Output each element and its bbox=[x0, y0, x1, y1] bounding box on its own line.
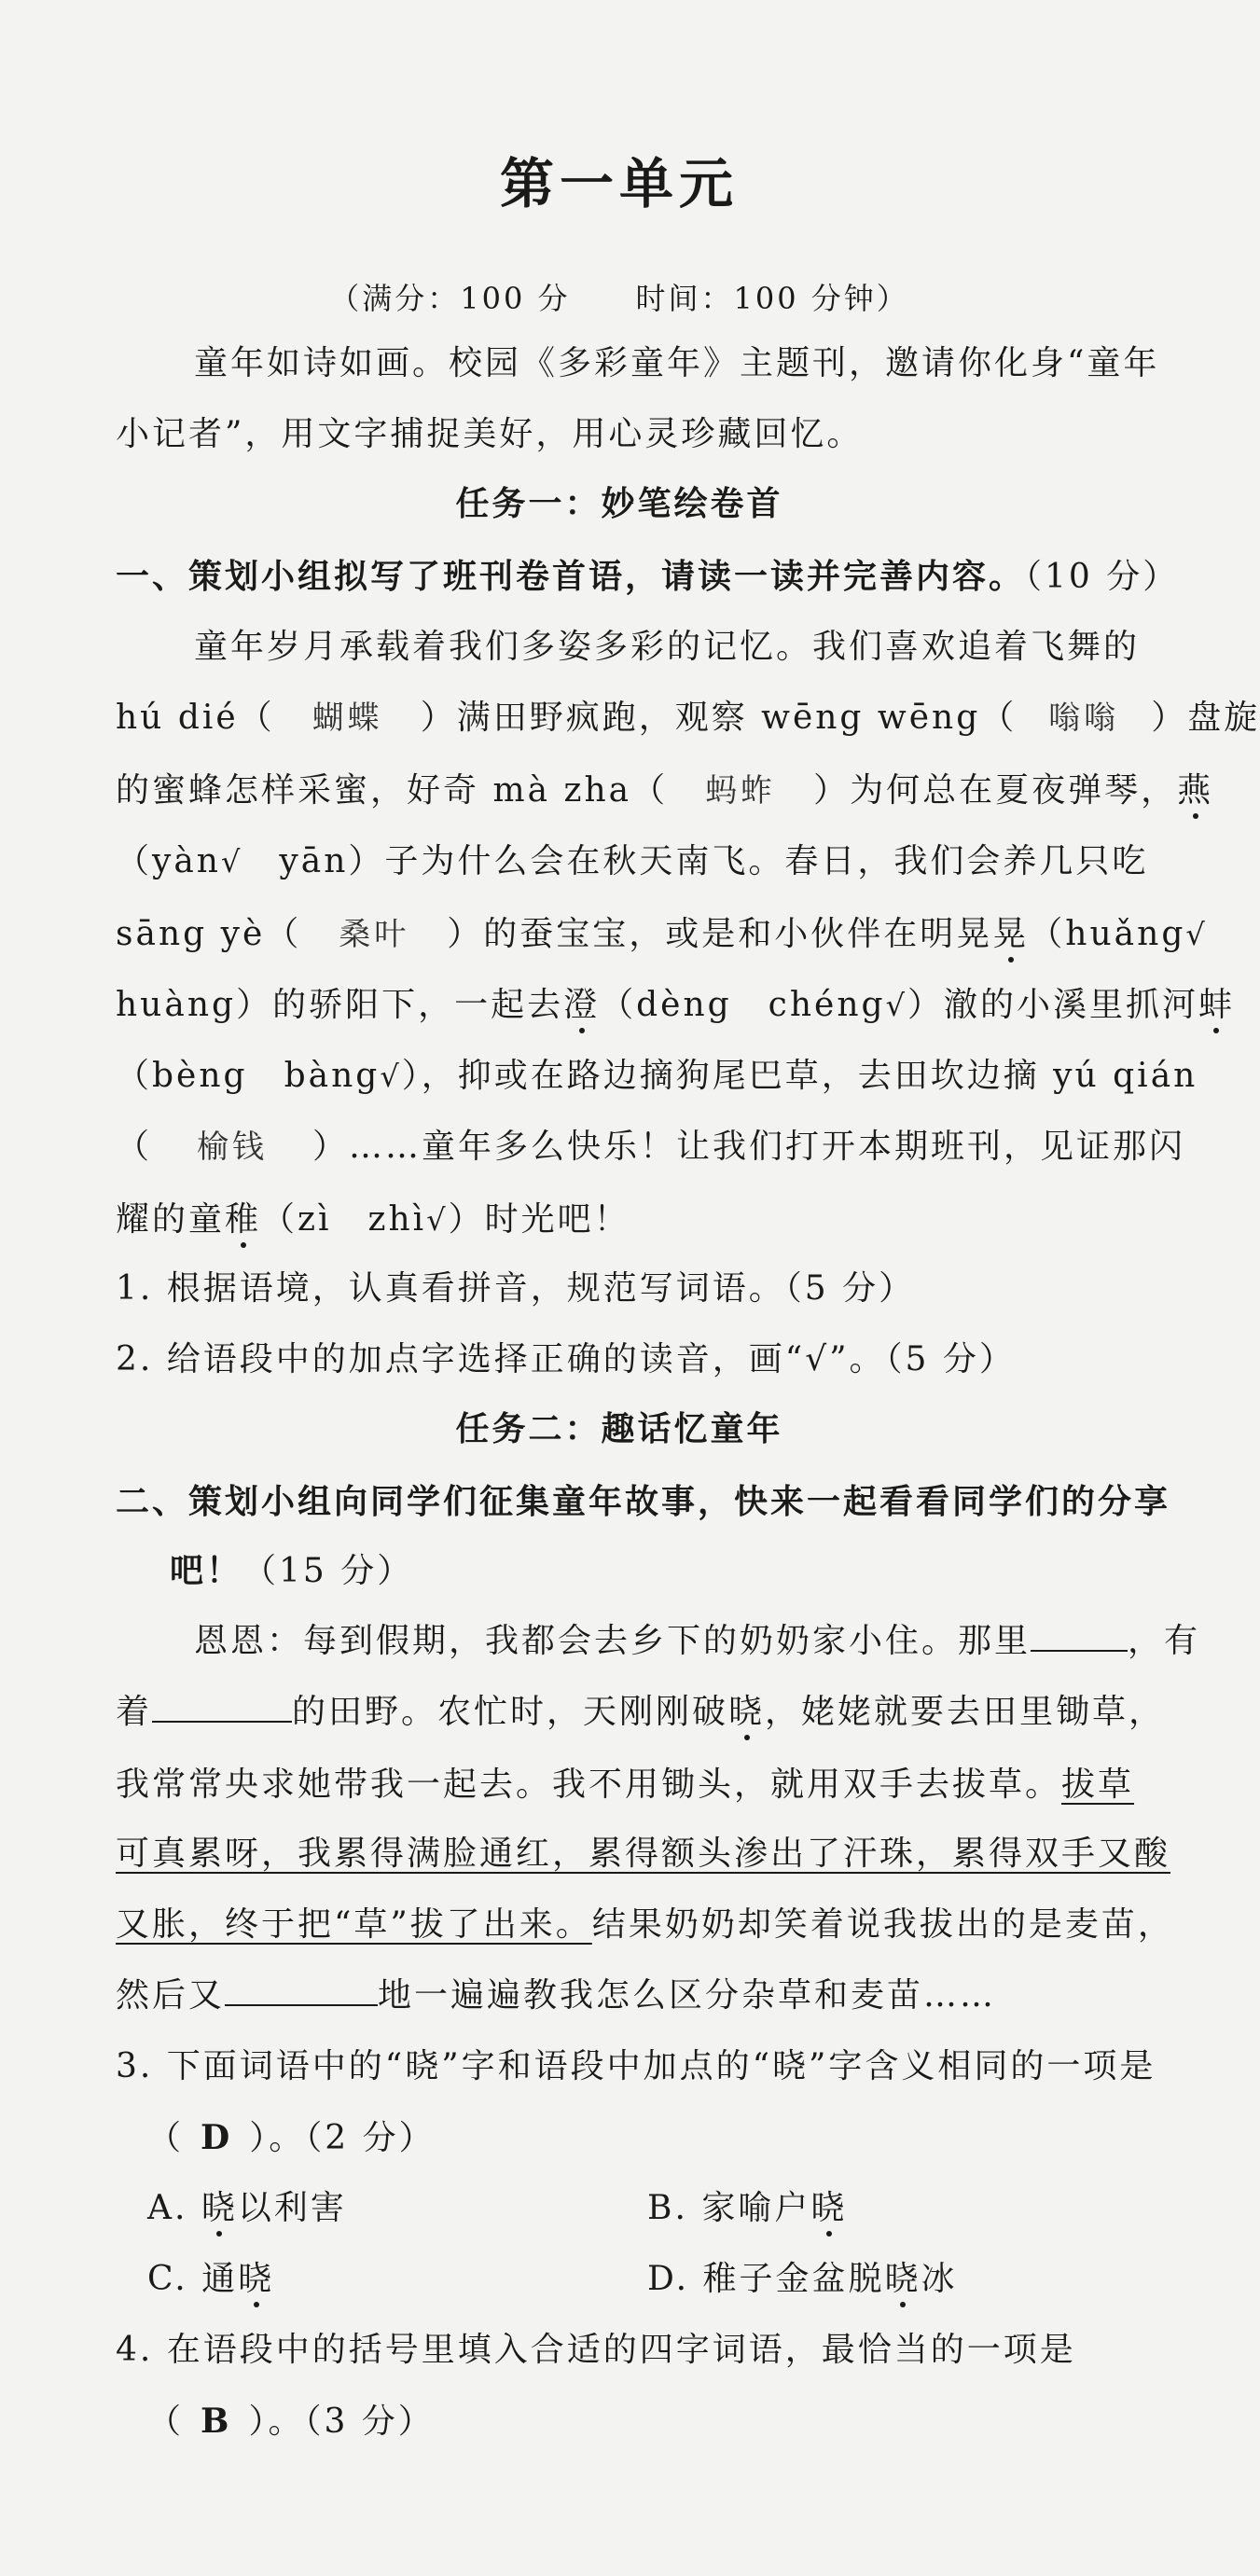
option-b: B. 家喻户晓 bbox=[647, 2189, 848, 2227]
dotted-char: 晃 bbox=[992, 915, 1030, 953]
answer-letter: B bbox=[201, 2402, 232, 2441]
passage1-line-1: 童年岁月承载着我们多姿多彩的记忆。我们喜欢追着飞舞的 bbox=[194, 628, 1141, 666]
dotted-char: 燕 bbox=[1177, 771, 1214, 810]
fill-blank bbox=[152, 1721, 292, 1723]
option-c: C. 通晓 bbox=[147, 2260, 275, 2298]
passage2-line-1: 恩恩：每到假期，我都会去乡下的奶奶家小住。那里 ，有 bbox=[194, 1622, 1201, 1660]
option-a: A. 晓以利害 bbox=[147, 2189, 347, 2227]
passage1-line-9: 耀的童稚（zì zhì√）时光吧！ bbox=[116, 1200, 630, 1239]
question-3-line-1: 3. 下面词语中的“晓”字和语段中加点的“晓”字含义相同的一项是 bbox=[116, 2047, 1156, 2085]
dotted-char: 晓 bbox=[810, 2189, 848, 2227]
question-4-answer-line: （ B ）。（3 分） bbox=[147, 2402, 435, 2441]
page-title: 第一单元 bbox=[499, 152, 739, 215]
question-2-title-line-1: 二、策划小组向同学们征集童年故事，快来一起看看同学们的分享 bbox=[116, 1482, 1171, 1521]
intro-line-2: 小记者”，用文字捕捉美好，用心灵珍藏回忆。 bbox=[116, 415, 864, 453]
dotted-char: 晓 bbox=[884, 2260, 921, 2298]
passage2-line-6: 然后又 地一遍遍教我怎么区分杂草和麦苗…… bbox=[116, 1976, 997, 2015]
sub-question-1: 1. 根据语境，认真看拼音，规范写词语。（5 分） bbox=[116, 1269, 916, 1308]
passage2-line-3: 我常常央求她带我一起去。我不用锄头，就用双手去拔草。拔草 bbox=[116, 1766, 1135, 1804]
passage2-line-4 bbox=[116, 1837, 1170, 1871]
check-mark: √ bbox=[885, 988, 907, 1023]
question-1-text: 一、策划小组拟写了班刊卷首语，请读一读并完善内容。 bbox=[116, 557, 1026, 596]
passage1-line-4: （yàn√ yān）子为什么会在秋天南飞。春日，我们会养几只吃 bbox=[116, 842, 1149, 880]
passage1-line-6: huàng）的骄阳下，一起去澄（dèng chéng√）澈的小溪里抓河蚌 bbox=[116, 986, 1235, 1024]
dotted-char: 晓 bbox=[238, 2260, 275, 2298]
task1-heading: 任务一：妙笔绘卷首 bbox=[455, 484, 783, 523]
passage2-line-2: 着 的田野。农忙时，天刚刚破晓，姥姥就要去田里锄草， bbox=[116, 1693, 1166, 1731]
check-mark: √ bbox=[221, 844, 243, 879]
passage1-line-8: （ 榆钱 ）……童年多么快乐！让我们打开本期班刊，见证那闪 bbox=[116, 1128, 1186, 1166]
underlined-text: 拔草 bbox=[1061, 1766, 1135, 1804]
fill-blank bbox=[1031, 1650, 1128, 1652]
answer-letter: D bbox=[201, 2118, 233, 2157]
passage1-line-7: （bèng bàng√），抑或在路边摘狗尾巴草，去田坎边摘 yú qián bbox=[116, 1057, 1198, 1095]
intro-line-1: 童年如诗如画。校园《多彩童年》主题刊，邀请你化身“童年 bbox=[194, 344, 1160, 382]
question-1-score: （10 分） bbox=[1025, 558, 1180, 596]
passage1-line-3: 的蜜蜂怎样采蜜，好奇 mà zha（ 蚂蚱 ）为何总在夏夜弹琴，燕 bbox=[116, 771, 1214, 810]
handwritten-answer: 桑叶 bbox=[339, 916, 410, 953]
question-4-line-1: 4. 在语段中的括号里填入合适的四字词语，最恰当的一项是 bbox=[116, 2331, 1076, 2369]
passage2-line-5: 又胀，终于把“草”拔了出来。结果奶奶却笑着说我拔出的是麦苗， bbox=[116, 1905, 1174, 1944]
task2-heading: 任务二：趣话忆童年 bbox=[455, 1409, 783, 1448]
question-1-title bbox=[116, 557, 1180, 596]
dotted-char: 晓 bbox=[201, 2189, 238, 2227]
handwritten-answer: 蚂蚱 bbox=[705, 772, 777, 810]
question-3-answer-line: （ D ）。（2 分） bbox=[147, 2118, 436, 2157]
sub-question-2: 2. 给语段中的加点字选择正确的读音，画“√”。（5 分） bbox=[116, 1340, 1016, 1378]
exam-meta: （满分：100 分 时间：100 分钟） bbox=[329, 281, 909, 316]
passage1-line-5: sāng yè（ 桑叶 ）的蚕宝宝，或是和小伙伴在明晃晃（huǎng√ bbox=[116, 915, 1208, 953]
passage1-line-2: hú dié（ 蝴蝶 ）满田野疯跑，观察 wēng wēng（ 嗡嗡 ）盘旋 bbox=[116, 699, 1260, 737]
handwritten-answer: 嗡嗡 bbox=[1048, 699, 1120, 737]
handwritten-answer: 榆钱 bbox=[197, 1129, 269, 1166]
underlined-text: 又胀，终于把“草”拔了出来。 bbox=[116, 1905, 592, 1944]
check-mark: √ bbox=[426, 1202, 449, 1238]
fill-blank bbox=[225, 2004, 378, 2006]
dotted-char: 稚 bbox=[225, 1200, 262, 1239]
dotted-char: 蚌 bbox=[1198, 986, 1235, 1024]
check-mark: √ bbox=[380, 1059, 402, 1094]
underlined-text: 可真累呀，我累得满脸通红，累得额头渗出了汗珠，累得双手又酸 bbox=[116, 1835, 1171, 1873]
check-mark: √ bbox=[1185, 917, 1208, 952]
option-d: D. 稚子金盆脱晓冰 bbox=[647, 2260, 958, 2298]
dotted-char: 澄 bbox=[563, 986, 601, 1024]
question-2-score: （15 分） bbox=[242, 1552, 414, 1590]
handwritten-answer: 蝴蝶 bbox=[312, 699, 383, 737]
question-2-title-line-2: 吧！（15 分） bbox=[170, 1551, 414, 1590]
dotted-char: 晓 bbox=[728, 1693, 766, 1731]
